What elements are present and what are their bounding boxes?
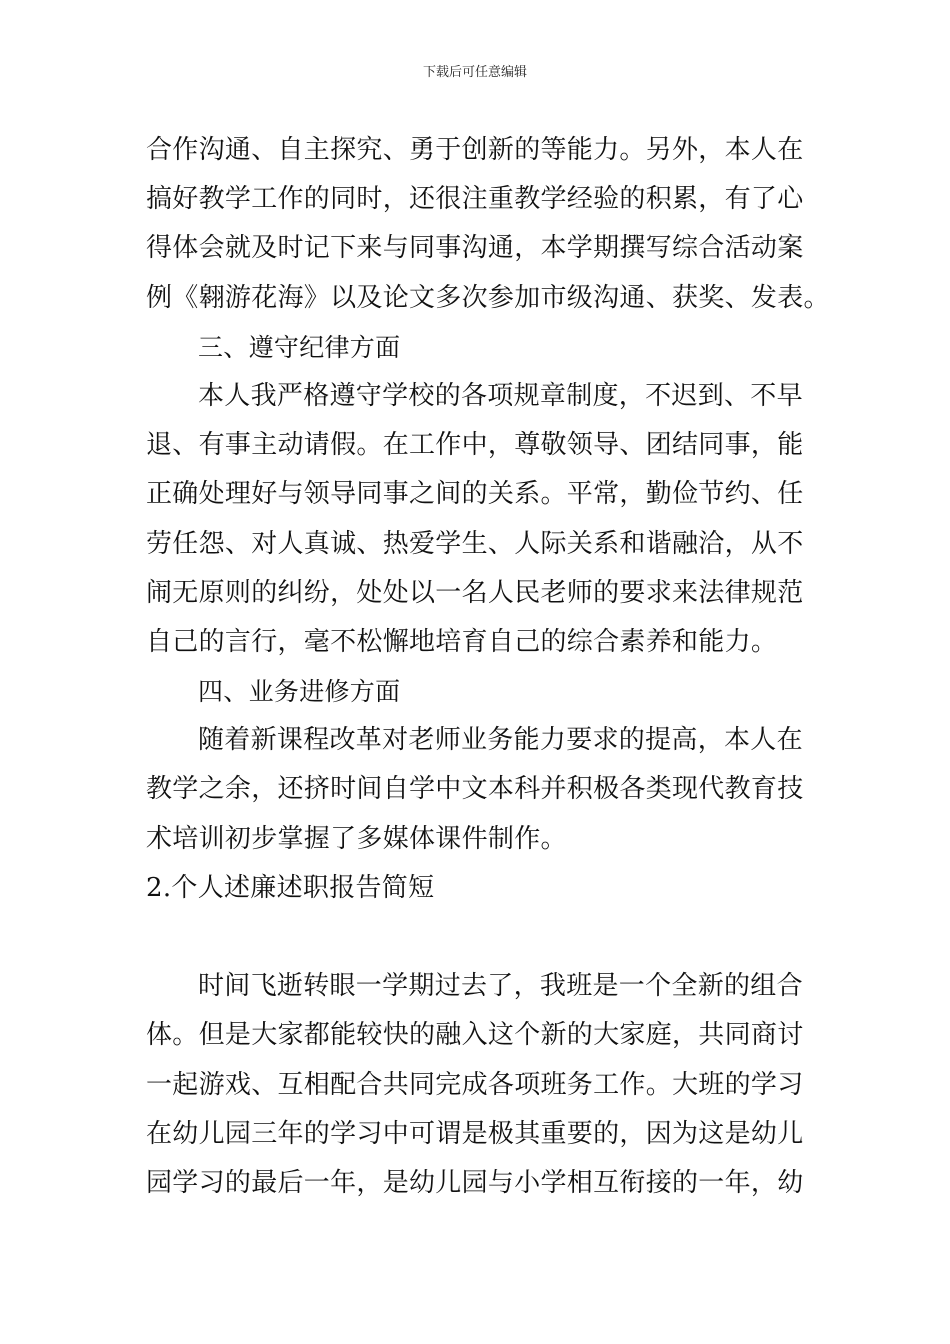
paragraph-line: 本人我严格遵守学校的各项规章制度，不迟到、不早 xyxy=(198,380,803,411)
paragraph-line: 闹无原则的纠纷，处处以一名人民老师的要求来法律规范 xyxy=(146,577,804,608)
section-heading-professional-development: 四、业务进修方面 xyxy=(198,677,401,707)
paragraph-line: 自己的言行，毫不松懈地培育自己的综合素养和能力。 xyxy=(146,626,778,657)
paragraph-line: 正确处理好与领导同事之间的关系。平常，勤俭节约、任 xyxy=(146,479,804,510)
document-title-report: 2.个人述廉述职报告简短 xyxy=(146,872,435,903)
paragraph-line: 一起游戏、互相配合共同完成各项班务工作。大班的学习 xyxy=(146,1069,804,1100)
paragraph-line: 术培训初步掌握了多媒体课件制作。 xyxy=(146,823,567,854)
paragraph-line: 退、有事主动请假。在工作中，尊敬领导、团结同事，能 xyxy=(146,430,804,461)
paragraph-line: 在幼儿园三年的学习中可谓是极其重要的，因为这是幼儿 xyxy=(146,1118,804,1149)
paragraph-line: 搞好教学工作的同时，还很注重教学经验的积累，有了心 xyxy=(146,184,804,215)
section-heading-discipline: 三、遵守纪律方面 xyxy=(198,332,401,362)
paragraph-line: 得体会就及时记下来与同事沟通，本学期撰写综合活动案 xyxy=(146,233,804,264)
blank-spacer xyxy=(146,913,810,962)
paragraph-line: 教学之余，还挤时间自学中文本科并积极各类现代教育技 xyxy=(146,774,804,805)
paragraph-line: 体。但是大家都能较快的融入这个新的大家庭，共同商讨 xyxy=(146,1020,804,1051)
paragraph-line: 随着新课程改革对老师业务能力要求的提高，本人在 xyxy=(198,725,803,756)
paragraph-line: 劳任怨、对人真诚、热爱学生、人际关系和谐融洽，从不 xyxy=(146,528,804,559)
document-body xyxy=(146,126,830,1208)
paragraph-line: 时间飞逝转眼一学期过去了，我班是一个全新的组合 xyxy=(198,971,803,1002)
paragraph-line: 例《翱游花海》以及论文多次参加市级沟通、获奖、发表。 xyxy=(146,282,830,313)
page-header-watermark: 下载后可任意编辑 xyxy=(422,65,527,80)
paragraph-line: 合作沟通、自主探究、勇于创新的等能力。另外，本人在 xyxy=(146,135,804,165)
paragraph-line: 园学习的最后一年，是幼儿园与小学相互衔接的一年，幼 xyxy=(146,1167,804,1198)
